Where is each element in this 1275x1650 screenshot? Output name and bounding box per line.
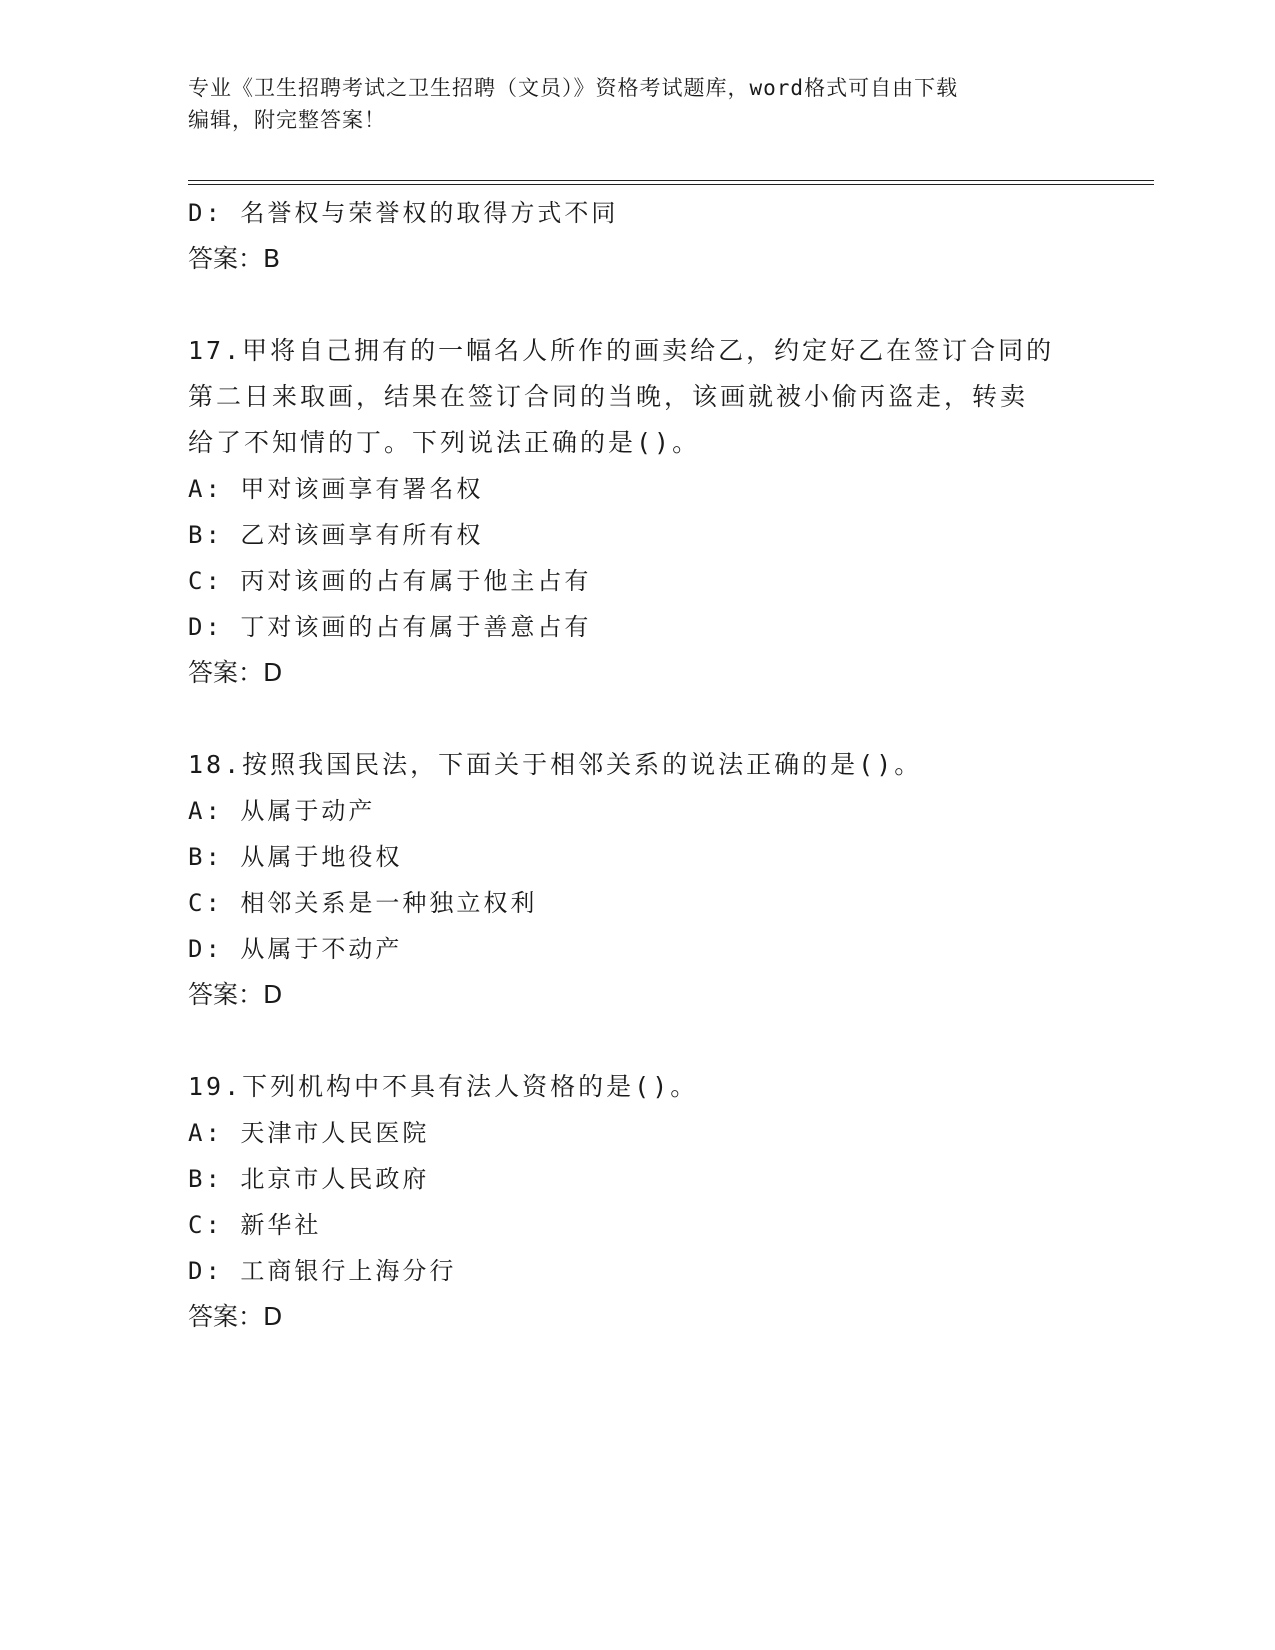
option-a: A: 甲对该画享有署名权 xyxy=(188,475,484,503)
page-header xyxy=(188,72,1088,136)
option-d: D: 工商银行上海分行 xyxy=(188,1257,457,1285)
question-stem-line: 19.下列机构中不具有法人资格的是()。 xyxy=(188,1072,699,1101)
option-a: A: 从属于动产 xyxy=(188,797,376,825)
question-19 xyxy=(188,1064,1088,1340)
previous-question-tail xyxy=(188,190,1088,282)
option-b: B: 从属于地役权 xyxy=(188,843,403,871)
question-stem-line: 18.按照我国民法，下面关于相邻关系的说法正确的是()。 xyxy=(188,750,923,779)
question-stem-line: 第二日来取画，结果在签订合同的当晚，该画就被小偷丙盗走，转卖 xyxy=(188,382,1029,411)
option-d: D: 从属于不动产 xyxy=(188,935,403,963)
header-divider xyxy=(188,180,1154,185)
question-stem-line: 给了不知情的丁。下列说法正确的是()。 xyxy=(188,428,701,457)
answer-line: 答案：D xyxy=(188,980,283,1009)
option-b: B: 乙对该画享有所有权 xyxy=(188,521,484,549)
question-stem-line: 17.甲将自己拥有的一幅名人所作的画卖给乙，约定好乙在签订合同的 xyxy=(188,336,1055,365)
document-body xyxy=(188,190,1088,1340)
question-17 xyxy=(188,328,1088,696)
option-a: A: 天津市人民医院 xyxy=(188,1119,430,1147)
answer-line: 答案：D xyxy=(188,658,283,687)
question-18 xyxy=(188,742,1088,1018)
option-d: D: 丁对该画的占有属于善意占有 xyxy=(188,613,592,641)
option-d: D: 名誉权与荣誉权的取得方式不同 xyxy=(188,199,619,227)
option-c: C: 丙对该画的占有属于他主占有 xyxy=(188,567,592,595)
header-line-1: 专业《卫生招聘考试之卫生招聘（文员）》资格考试题库，word格式可自由下载 xyxy=(188,76,959,100)
answer-line: 答案：D xyxy=(188,1302,283,1331)
option-b: B: 北京市人民政府 xyxy=(188,1165,430,1193)
option-c: C: 相邻关系是一种独立权利 xyxy=(188,889,538,917)
option-c: C: 新华社 xyxy=(188,1211,322,1239)
header-line-2: 编辑，附完整答案！ xyxy=(188,108,386,132)
answer-line: 答案：B xyxy=(188,244,281,273)
